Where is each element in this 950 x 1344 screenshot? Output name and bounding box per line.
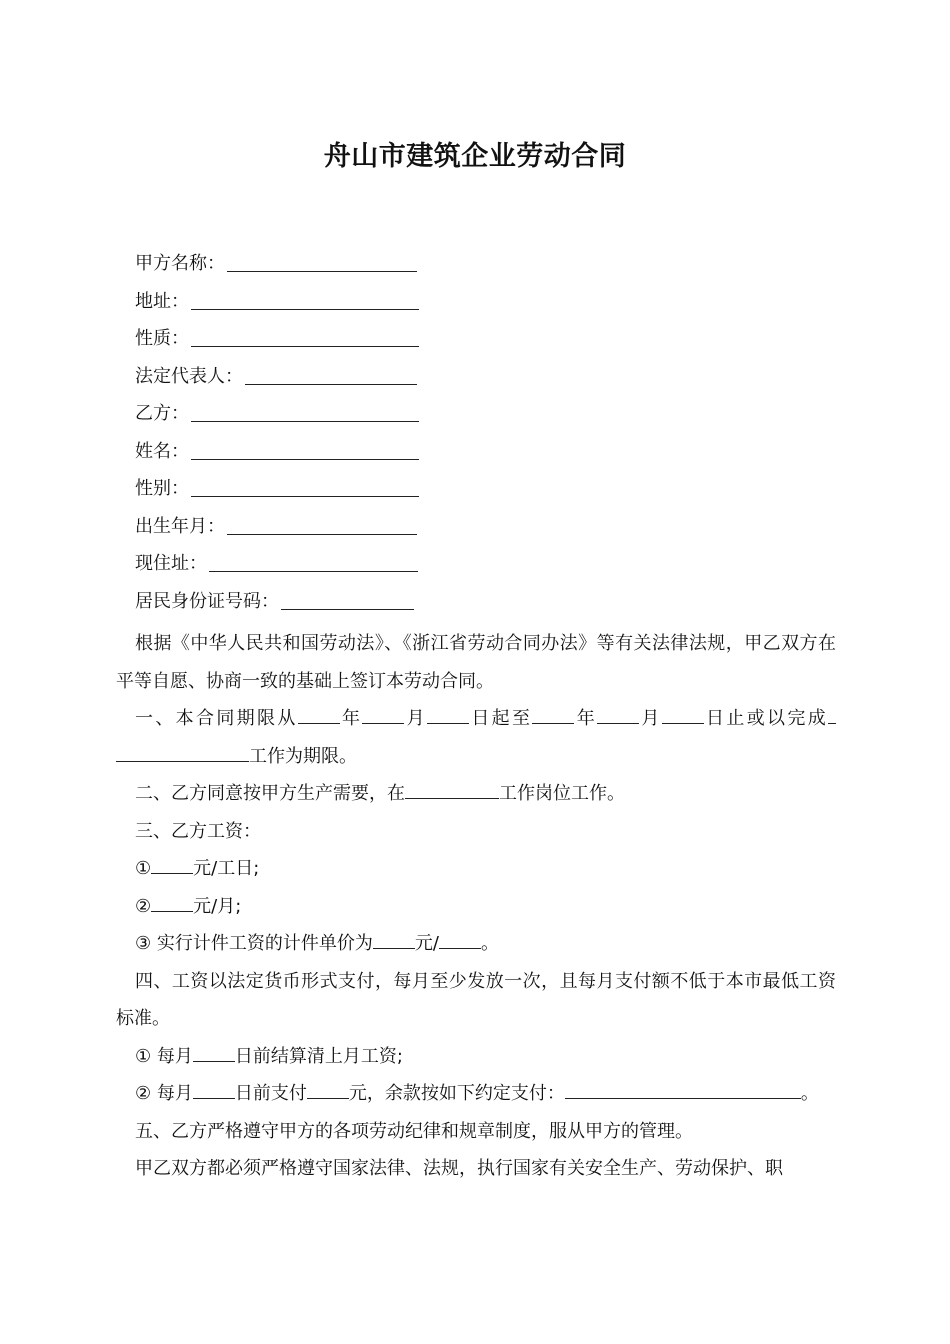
field-legal-representative (135, 364, 435, 402)
field-nature (135, 326, 435, 364)
blank-line (532, 703, 574, 724)
field-gender (135, 476, 435, 514)
field-label: 地址： (135, 290, 189, 312)
clause-text: ② 每月 (135, 1083, 193, 1104)
field-label: 性质： (135, 328, 189, 349)
field-birth-date (135, 514, 435, 552)
clause-text: 元/月; (193, 895, 242, 917)
clause-4-item-1 (116, 1038, 836, 1076)
blank-line (151, 853, 193, 874)
clause-text: 。 (480, 933, 499, 954)
blank-line (793, 1078, 801, 1099)
field-party-b (135, 401, 435, 439)
field-label: 法定代表人： (135, 365, 243, 387)
field-party-a-name (135, 251, 435, 289)
clause-text: 工作岗位工作。 (499, 783, 625, 804)
blank-line (662, 703, 704, 724)
blank-line (151, 891, 193, 912)
clause-4-payment: 四、工资以法定货币形式支付，每月至少发放一次，且每月支付额不低于本市最低工资标准。 (116, 970, 836, 1029)
field-label: 姓名： (135, 440, 189, 462)
clause-3-heading: 三、乙方工资： (135, 820, 261, 842)
clause-text: 日起至 (469, 708, 533, 729)
clause-text: 元/工日; (193, 858, 260, 879)
field-label: 居民身份证号码： (135, 590, 279, 612)
clause-5-discipline: 五、乙方严格遵守甲方的各项劳动纪律和规章制度，服从甲方的管理。 (135, 1120, 693, 1142)
field-blank-line (191, 326, 419, 347)
clause-text: ① 每月 (135, 1045, 193, 1067)
clause-text: 。 (800, 1083, 819, 1104)
field-blank-line (245, 364, 417, 385)
clause-text: 元/ (414, 933, 439, 954)
clause-1-term (116, 700, 836, 775)
clause-3-item-3 (116, 925, 836, 963)
field-blank-line (191, 289, 419, 310)
blank-line (405, 778, 499, 799)
field-blank-line (227, 251, 417, 272)
clause-3-item-1 (116, 850, 836, 888)
clause-4-item-2 (116, 1075, 836, 1113)
clause-2-position (116, 775, 836, 813)
clause-text: 一、本合同期限从 (135, 708, 298, 729)
blank-line (597, 703, 639, 724)
field-label: 出生年月： (135, 515, 225, 537)
clause-text: 日前支付 (234, 1083, 307, 1104)
clause-text: 年 (574, 708, 598, 729)
field-blank-line (191, 401, 419, 422)
clause-text: 月 (639, 708, 662, 729)
blank-line (116, 741, 249, 762)
clause-text: 月 (404, 708, 428, 729)
blank-line (298, 703, 340, 724)
contract-body (116, 625, 836, 1188)
blank-line (439, 928, 481, 949)
clause-text: 元，余款按如下约定支付： (348, 1083, 565, 1104)
clause-text: ③ 实行计件工资的计件单价为 (135, 933, 373, 954)
field-current-address (135, 551, 435, 589)
field-blank-line (227, 514, 417, 535)
field-label: 乙方： (135, 403, 189, 424)
clause-text: 日前结算清上月工资; (234, 1045, 403, 1067)
clause-text: 日止或以完成 (703, 708, 829, 729)
page-title: 舟山市建筑企业劳动合同 (323, 141, 627, 172)
blank-line (828, 703, 836, 724)
field-label: 甲方名称： (135, 253, 225, 274)
blank-line (307, 1078, 349, 1099)
field-name (135, 439, 435, 477)
field-blank-line (281, 589, 414, 610)
preamble-paragraph: 根据《中华人民共和国劳动法》、《浙江省劳动合同办法》等有关法律法规，甲乙双方在平等自愿、协商一致的基础上签订本劳动合同。 (116, 633, 836, 692)
clause-text: 二、乙方同意按甲方生产需要，在 (135, 783, 405, 804)
blank-line (565, 1078, 793, 1099)
party-info-fields (135, 251, 435, 626)
clause-6-safety: 甲乙双方都必须严格遵守国家法律、法规，执行国家有关安全生产、劳动保护、职 (135, 1158, 783, 1179)
clause-3-item-2 (116, 888, 836, 926)
field-blank-line (209, 551, 418, 572)
blank-line (427, 703, 469, 724)
clause-text: 工作为期限。 (249, 745, 357, 767)
clause-text: 年 (339, 708, 363, 729)
blank-line (193, 1041, 235, 1062)
field-address (135, 289, 435, 327)
field-label: 性别： (135, 478, 189, 499)
field-label: 现住址： (135, 553, 207, 574)
blank-line (373, 928, 415, 949)
clause-text: ① (135, 858, 152, 879)
field-id-number (135, 589, 435, 627)
clause-text: ② (135, 895, 152, 917)
field-blank-line (191, 476, 419, 497)
field-blank-line (191, 439, 419, 460)
blank-line (362, 703, 404, 724)
blank-line (193, 1078, 235, 1099)
